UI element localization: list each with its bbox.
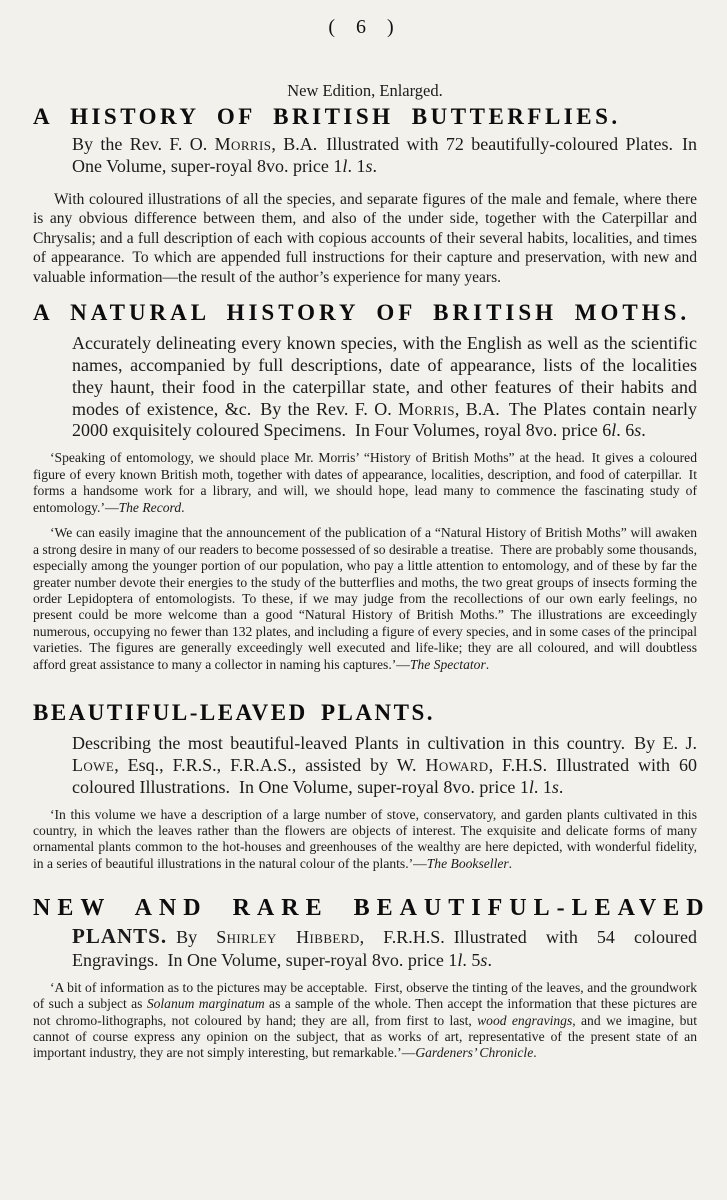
page-number: ( 6 ) [328, 16, 402, 38]
section-new-and-rare-beautiful-leaved-plants [33, 894, 711, 1062]
section-title: NEW AND RARE BEAUTIFUL-LEAVED [33, 895, 711, 922]
section-beautiful-leaved-plants [33, 699, 697, 872]
section-title: BEAUTIFUL-LEAVED PLANTS. [33, 700, 435, 726]
book-description: PLANTS. By Shirley Hibberd, F.R.H.S. Illustrated with 54 coloured Engravings. In One Volume, super-royal 8vo. price 1l. 5s. [72, 924, 697, 970]
review-quote: ‘A bit of information as to the pictures may be acceptable. First, observe the tinting of the leaves, and the groundwork of such a subject as Solanum marginatum as a sample of the whole. Then accept the information that these pictures are not chromo-lithographs, not coloured by hand; they are all, from first to last, wood engravings, and we imagine, but cannot of course express any opinion on the subject, that as works of art, representative of the present state of an important industry, they are not simply interesting, but remarkable.’—Gardeners’ Chronicle. [33, 979, 698, 1061]
edition-note: New Edition, Enlarged. [287, 81, 443, 100]
book-description: Describing the most beautiful-leaved Plants in cultivation in this country. By E. J. Lowe, Esq., F.R.S., F.R.A.S., assisted by W. Howard, F.H.S. Illustrated with 60 coloured Illustrations. In One Volume, super-royal 8vo. price 1l. 1s. [72, 732, 697, 797]
section-title: A HISTORY OF BRITISH BUTTERFLIES. [33, 104, 621, 129]
review-quote: ‘Speaking of entomology, we should place Mr. Morris’ “History of British Moths” at the head. It gives a coloured figure of every known British moth, together with dates of appearance, localities, description, and food of caterpillar. It forms a handsome work for a library, and will, we should hope, lead many to commence the fascinating study of entomology.’—The Record. [33, 450, 697, 515]
book-description: By the Rev. F. O. Morris, B.A. Illustrated with 72 beautifully-coloured Plates. In One Volume, super-royal 8vo. price 1l. 1s. [72, 133, 698, 176]
review-quote: ‘In this volume we have a description of a large number of stove, conservatory, and garden plants cultivated in this country, in which the leaves rather than the flowers are objects of interest. The exquisite and delicate forms of many ornamental plants common to the hot-houses and greenhouses of the wealthy are here depicted, with wonderful fidelity, in a series of beautiful illustrations in the natural colour of the plants.’—The Bookseller. [33, 806, 697, 871]
review-quote: ‘We can easily imagine that the announcement of the publication of a “Natural History of British Moths” will awaken a strong desire in many of our readers to become possessed of so desirable a treatise. There are probably some thousands, especially among the younger portion of our population, who pay a little attention to entomology, and of these by far the greater number devote their energies to the study of the butterflies and moths, the two great groups of insects forming the order Lepidoptera of entomologists. To these, if we may judge from the recollections of our own early feelings, no present could be more welcome than a good “Natural History of British Moths.” The illustrations are exceedingly numerous, occupying no fewer than 132 plates, and including a figure of every species, and in some cases of the principal varieties. The figures are generally exceedingly well executed and life-like; they are all coloured, and will doubtless afford great assistance to many a collector in naming his captures.’—The Spectator. [33, 525, 697, 672]
section-title: A NATURAL HISTORY OF BRITISH MOTHS. [33, 300, 691, 326]
book-details-paragraph: With coloured illustrations of all the species, and separate figures of the male and female, where there is any obvious difference between them, and also of the under side, together with the Caterpillar and Chrysalis; and a full description of each with copious accounts of their several habits, localities, and times of appearance. To which are appended full instructions for their capture and preservation, with new and valuable information—the result of the author’s experience for many years. [33, 190, 697, 286]
section-history-of-british-butterflies [33, 81, 697, 287]
book-description: Accurately delineating every known species, with the English as well as the scientific names, accompanied by full descriptions, date of appearance, lists of the localities they haunt, their food in the caterpillar state, and other features of their habits and modes of existence, &c. By the Rev. F. O. Morris, B.A. The Plates contain nearly 2000 exquisitely coloured Specimens. In Four Volumes, royal 8vo. price 6l. 6s. [72, 332, 697, 441]
section-natural-history-of-british-moths [33, 299, 697, 673]
